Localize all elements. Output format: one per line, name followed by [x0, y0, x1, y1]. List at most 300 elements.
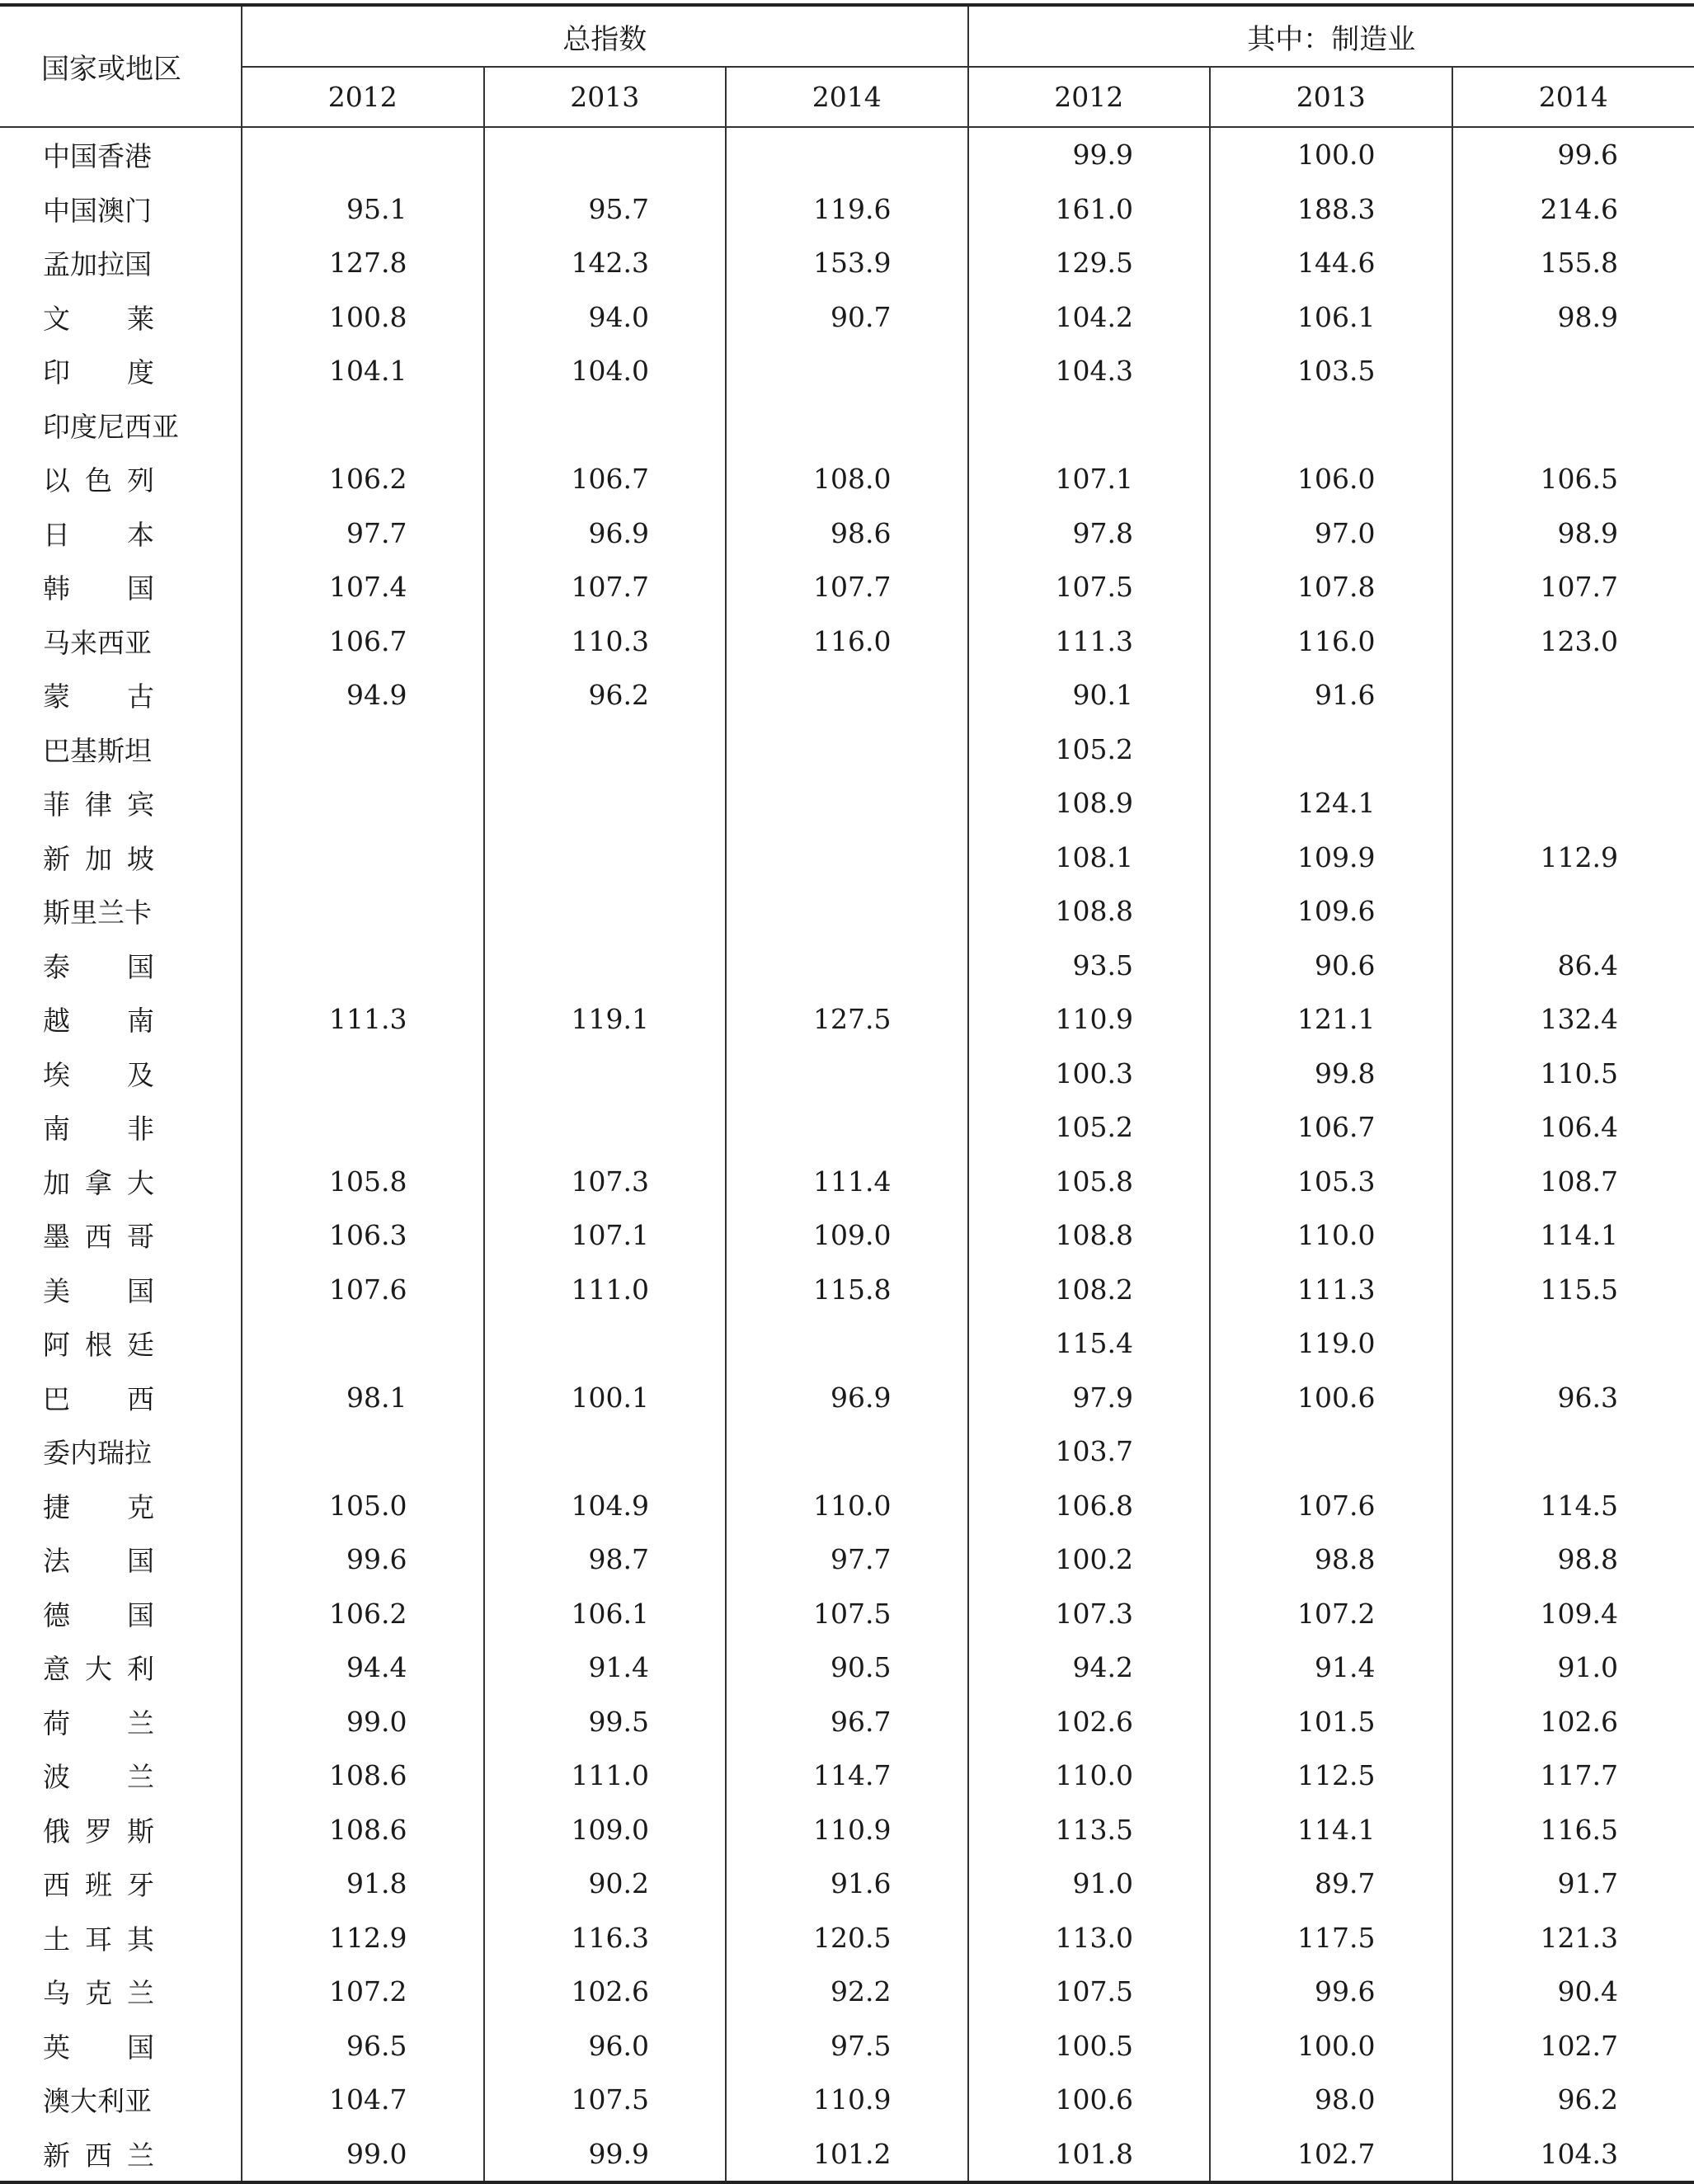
value-cell: 132.4	[1452, 992, 1694, 1047]
region-name-cell	[0, 1100, 242, 1155]
region-name-cell	[0, 182, 242, 237]
table-row	[0, 1155, 1694, 1209]
region-name: 土耳其	[43, 1923, 154, 1956]
value-cell: 90.4	[1452, 1965, 1694, 2019]
table-row	[0, 452, 1694, 506]
value-cell: 102.7	[1452, 2019, 1694, 2073]
value-cell	[726, 1316, 968, 1371]
value-cell: 107.7	[484, 560, 727, 614]
header-year: 2014	[1452, 67, 1694, 127]
region-name: 中国澳门	[43, 194, 152, 227]
table-row	[0, 1587, 1694, 1641]
value-cell: 99.6	[346, 1543, 407, 1576]
value-cell: 98.1	[346, 1381, 407, 1414]
region-name-cell	[0, 2127, 242, 2183]
table-row	[0, 723, 1694, 777]
table-row	[0, 1965, 1694, 2019]
value-cell: 105.2	[968, 723, 1211, 777]
value-cell: 115.5	[1452, 1263, 1694, 1317]
value-cell: 104.2	[968, 290, 1211, 345]
value-cell: 119.1	[484, 992, 727, 1047]
value-cell: 116.0	[1210, 614, 1452, 669]
value-cell: 97.7	[346, 516, 407, 549]
value-cell: 101.8	[968, 2127, 1211, 2183]
value-cell	[484, 831, 727, 885]
value-cell: 90.5	[726, 1640, 968, 1695]
value-cell	[726, 939, 968, 993]
table-row	[0, 506, 1694, 561]
region-name: 埃及	[43, 1058, 154, 1091]
value-cell: 107.3	[968, 1587, 1211, 1641]
value-cell: 106.7	[1210, 1100, 1452, 1155]
region-name-cell	[0, 236, 242, 290]
region-name: 墨西哥	[43, 1221, 154, 1254]
region-name: 委内瑞拉	[43, 1437, 152, 1470]
value-cell: 96.9	[484, 506, 727, 561]
value-cell: 90.6	[1210, 939, 1452, 993]
region-name-cell	[0, 127, 242, 182]
value-cell	[242, 1047, 484, 1101]
value-cell	[242, 939, 484, 993]
value-cell: 97.7	[726, 1532, 968, 1587]
value-cell	[726, 398, 968, 453]
table-row	[0, 1857, 1694, 1911]
value-cell: 116.5	[1452, 1803, 1694, 1857]
value-cell: 104.7	[329, 2083, 407, 2116]
table-row	[0, 127, 1694, 182]
table-row	[0, 614, 1694, 669]
value-cell: 121.1	[1210, 992, 1452, 1047]
value-cell: 99.0	[346, 1705, 407, 1738]
table-row	[0, 831, 1694, 885]
value-cell: 100.5	[968, 2019, 1211, 2073]
value-cell: 106.3	[329, 1219, 407, 1252]
value-cell: 101.5	[1210, 1695, 1452, 1749]
value-cell	[1452, 1424, 1694, 1479]
value-cell	[726, 1047, 968, 1101]
value-cell	[726, 1424, 968, 1479]
value-cell	[1452, 1316, 1694, 1371]
value-cell: 114.7	[726, 1749, 968, 1803]
region-name: 马来西亚	[43, 626, 152, 659]
value-cell	[484, 1316, 727, 1371]
value-cell	[1452, 723, 1694, 777]
region-name: 越南	[43, 1005, 154, 1038]
value-cell	[242, 1100, 484, 1155]
value-cell: 155.8	[1452, 236, 1694, 290]
value-cell: 98.8	[1452, 1532, 1694, 1587]
table-row	[0, 1100, 1694, 1155]
region-name-cell	[0, 1857, 242, 1911]
value-cell: 100.2	[968, 1532, 1211, 1587]
value-cell: 106.0	[1210, 452, 1452, 506]
region-name-cell	[0, 506, 242, 561]
value-cell: 109.0	[726, 1208, 968, 1263]
value-cell	[484, 398, 727, 453]
region-name: 法国	[43, 1545, 154, 1578]
value-cell: 108.6	[329, 1759, 407, 1792]
value-cell	[484, 884, 727, 939]
value-cell: 110.9	[968, 992, 1211, 1047]
value-cell: 107.6	[1210, 1479, 1452, 1533]
value-cell	[726, 127, 968, 182]
region-name: 捷克	[43, 1490, 154, 1523]
value-cell: 105.8	[968, 1155, 1211, 1209]
value-cell: 111.0	[484, 1749, 727, 1803]
value-cell: 100.6	[1210, 1371, 1452, 1425]
value-cell: 86.4	[1452, 939, 1694, 993]
region-name: 以色列	[43, 464, 154, 497]
value-cell: 106.4	[1452, 1100, 1694, 1155]
table-row	[0, 1640, 1694, 1695]
industrial-index-table	[0, 3, 1694, 2184]
value-cell	[484, 939, 727, 993]
value-cell: 102.6	[968, 1695, 1211, 1749]
value-cell: 107.7	[726, 560, 968, 614]
region-name-cell	[0, 1695, 242, 1749]
value-cell: 112.5	[1210, 1749, 1452, 1803]
region-name: 荷兰	[43, 1706, 154, 1739]
region-name-cell	[0, 1587, 242, 1641]
value-cell: 116.3	[484, 1911, 727, 1965]
table-row	[0, 1803, 1694, 1857]
value-cell	[242, 831, 484, 885]
region-name-cell	[0, 2073, 242, 2127]
region-name-cell	[0, 452, 242, 506]
region-name: 蒙古	[43, 680, 154, 713]
value-cell	[484, 127, 727, 182]
value-cell: 103.7	[968, 1424, 1211, 1479]
table-row	[0, 1047, 1694, 1101]
value-cell: 105.3	[1210, 1155, 1452, 1209]
value-cell: 106.7	[484, 452, 727, 506]
value-cell: 116.0	[726, 614, 968, 669]
value-cell: 115.4	[968, 1316, 1211, 1371]
value-cell	[1452, 776, 1694, 831]
region-name-cell	[0, 398, 242, 453]
value-cell: 119.0	[1210, 1316, 1452, 1371]
region-name-cell	[0, 1749, 242, 1803]
region-name: 德国	[43, 1598, 154, 1631]
value-cell: 161.0	[968, 182, 1211, 237]
value-cell: 109.4	[1452, 1587, 1694, 1641]
value-cell: 89.7	[1210, 1857, 1452, 1911]
value-cell: 96.3	[1452, 1371, 1694, 1425]
value-cell: 94.4	[346, 1651, 407, 1684]
value-cell: 110.0	[1210, 1208, 1452, 1263]
region-name-cell	[0, 1263, 242, 1317]
value-cell	[242, 1424, 484, 1479]
header-year: 2012	[968, 67, 1211, 127]
value-cell: 109.0	[484, 1803, 727, 1857]
value-cell	[242, 1316, 484, 1371]
value-cell	[968, 398, 1211, 453]
value-cell: 112.9	[1452, 831, 1694, 885]
value-cell: 98.9	[1452, 290, 1694, 345]
value-cell	[726, 344, 968, 398]
value-cell: 96.0	[484, 2019, 727, 2073]
value-cell	[1452, 668, 1694, 723]
value-cell: 111.3	[329, 1003, 407, 1036]
value-cell: 107.2	[1210, 1587, 1452, 1641]
value-cell: 91.6	[726, 1857, 968, 1911]
value-cell: 97.8	[968, 506, 1211, 561]
value-cell: 214.6	[1452, 182, 1694, 237]
value-cell: 142.3	[484, 236, 727, 290]
value-cell: 109.9	[1210, 831, 1452, 885]
value-cell: 91.7	[1452, 1857, 1694, 1911]
value-cell: 107.8	[1210, 560, 1452, 614]
value-cell	[726, 723, 968, 777]
table-row	[0, 344, 1694, 398]
value-cell: 99.9	[484, 2127, 727, 2183]
region-name: 印度尼西亚	[43, 410, 179, 443]
value-cell: 94.0	[484, 290, 727, 345]
value-cell	[726, 668, 968, 723]
table-row	[0, 1263, 1694, 1317]
header-year: 2013	[484, 67, 727, 127]
value-cell: 108.1	[968, 831, 1211, 885]
value-cell	[1452, 884, 1694, 939]
value-cell: 100.6	[968, 2073, 1211, 2127]
value-cell: 110.3	[484, 614, 727, 669]
region-name-cell	[0, 1208, 242, 1263]
region-name-cell	[0, 1803, 242, 1857]
value-cell: 99.8	[1210, 1047, 1452, 1101]
value-cell: 91.0	[1452, 1640, 1694, 1695]
value-cell: 112.9	[329, 1921, 407, 1954]
value-cell: 110.0	[726, 1479, 968, 1533]
value-cell: 108.8	[968, 884, 1211, 939]
region-name-cell	[0, 831, 242, 885]
value-cell: 92.2	[726, 1965, 968, 2019]
value-cell: 94.2	[968, 1640, 1211, 1695]
region-name-cell	[0, 1965, 242, 2019]
region-name: 乌克兰	[43, 1977, 154, 2010]
value-cell: 91.6	[1210, 668, 1452, 723]
region-name-cell	[0, 1424, 242, 1479]
table-row	[0, 1424, 1694, 1479]
value-cell: 108.9	[968, 776, 1211, 831]
region-name-cell	[0, 776, 242, 831]
value-cell	[1452, 344, 1694, 398]
value-cell: 99.9	[968, 127, 1211, 182]
value-cell: 106.2	[329, 1597, 407, 1630]
value-cell	[242, 776, 484, 831]
region-name: 加拿大	[43, 1166, 154, 1199]
table-row	[0, 1911, 1694, 1965]
value-cell: 97.5	[726, 2019, 968, 2073]
value-cell: 104.0	[484, 344, 727, 398]
value-cell: 115.8	[726, 1263, 968, 1317]
region-name: 印度	[43, 356, 154, 389]
value-cell: 114.1	[1452, 1208, 1694, 1263]
region-name: 文莱	[43, 302, 154, 335]
value-cell	[1210, 398, 1452, 453]
table-row	[0, 290, 1694, 345]
region-name: 阿根廷	[43, 1329, 154, 1362]
table-header	[0, 5, 1694, 127]
value-cell: 106.1	[484, 1587, 727, 1641]
value-cell: 114.1	[1210, 1803, 1452, 1857]
region-name-cell	[0, 992, 242, 1047]
value-cell	[1452, 398, 1694, 453]
header-group-manufacturing: 其中：制造业	[968, 5, 1694, 67]
region-name-cell	[0, 1640, 242, 1695]
value-cell: 100.8	[329, 300, 407, 333]
value-cell: 117.5	[1210, 1911, 1452, 1965]
region-name: 澳大利亚	[43, 2085, 152, 2118]
value-cell: 98.0	[1210, 2073, 1452, 2127]
value-cell: 107.2	[329, 1975, 407, 2008]
value-cell	[1210, 723, 1452, 777]
value-cell: 91.4	[1210, 1640, 1452, 1695]
value-cell: 111.3	[1210, 1263, 1452, 1317]
region-name: 俄罗斯	[43, 1815, 154, 1847]
value-cell	[726, 831, 968, 885]
value-cell	[1210, 1424, 1452, 1479]
table-row	[0, 1749, 1694, 1803]
value-cell	[726, 776, 968, 831]
region-name: 中国香港	[43, 140, 152, 173]
value-cell: 91.0	[968, 1857, 1211, 1911]
value-cell: 100.0	[1210, 2019, 1452, 2073]
value-cell: 111.4	[726, 1155, 968, 1209]
value-cell: 100.1	[484, 1371, 727, 1425]
value-cell: 109.6	[1210, 884, 1452, 939]
table-body	[0, 127, 1694, 2182]
value-cell: 99.5	[484, 1695, 727, 1749]
header-year: 2013	[1210, 67, 1452, 127]
value-cell: 110.9	[726, 1803, 968, 1857]
region-name-cell	[0, 2019, 242, 2073]
value-cell: 99.6	[1452, 127, 1694, 182]
value-cell: 113.5	[968, 1803, 1211, 1857]
value-cell: 96.2	[1452, 2073, 1694, 2127]
value-cell: 107.7	[1452, 560, 1694, 614]
value-cell: 106.5	[1452, 452, 1694, 506]
table-row	[0, 1532, 1694, 1587]
table-row	[0, 884, 1694, 939]
region-name: 孟加拉国	[43, 248, 152, 281]
region-name-cell	[0, 668, 242, 723]
value-cell: 102.7	[1210, 2127, 1452, 2183]
value-cell: 114.5	[1452, 1479, 1694, 1533]
region-name: 新加坡	[43, 842, 154, 875]
value-cell: 107.3	[484, 1155, 727, 1209]
table-row	[0, 1316, 1694, 1371]
value-cell: 107.1	[968, 452, 1211, 506]
region-name: 西班牙	[43, 1869, 154, 1902]
region-name-cell	[0, 939, 242, 993]
value-cell: 107.4	[329, 571, 407, 604]
region-name: 日本	[43, 518, 154, 551]
header-group-total: 总指数	[242, 5, 968, 67]
table-row	[0, 776, 1694, 831]
region-name-cell	[0, 1316, 242, 1371]
value-cell	[242, 723, 484, 777]
value-cell: 100.3	[968, 1047, 1211, 1101]
value-cell: 97.9	[968, 1371, 1211, 1425]
region-name: 菲律宾	[43, 788, 154, 821]
value-cell: 103.5	[1210, 344, 1452, 398]
value-cell: 96.7	[726, 1695, 968, 1749]
value-cell: 129.5	[968, 236, 1211, 290]
table-row	[0, 1479, 1694, 1533]
value-cell: 91.8	[346, 1867, 407, 1900]
value-cell: 102.6	[484, 1965, 727, 2019]
value-cell	[484, 723, 727, 777]
value-cell: 105.0	[329, 1489, 407, 1522]
value-cell: 106.7	[329, 624, 407, 657]
value-cell: 106.8	[968, 1479, 1211, 1533]
region-name-cell	[0, 1047, 242, 1101]
value-cell: 107.1	[484, 1208, 727, 1263]
value-cell	[726, 884, 968, 939]
table-row	[0, 2073, 1694, 2127]
region-name: 波兰	[43, 1761, 154, 1794]
region-name-cell	[0, 1371, 242, 1425]
value-cell: 127.8	[329, 247, 407, 280]
value-cell	[484, 1424, 727, 1479]
value-cell: 127.5	[726, 992, 968, 1047]
value-cell: 123.0	[1452, 614, 1694, 669]
header-year: 2014	[726, 67, 968, 127]
value-cell: 98.9	[1452, 506, 1694, 561]
region-name-cell	[0, 1155, 242, 1209]
value-cell: 106.2	[329, 463, 407, 496]
region-name: 意大利	[43, 1653, 154, 1686]
value-cell	[484, 1100, 727, 1155]
value-cell: 144.6	[1210, 236, 1452, 290]
value-cell: 110.0	[968, 1749, 1211, 1803]
value-cell: 102.6	[1452, 1695, 1694, 1749]
region-name: 南非	[43, 1113, 154, 1146]
value-cell: 96.2	[484, 668, 727, 723]
value-cell: 105.8	[329, 1165, 407, 1198]
value-cell: 91.4	[484, 1640, 727, 1695]
table-row	[0, 2019, 1694, 2073]
value-cell: 97.0	[1210, 506, 1452, 561]
region-name: 泰国	[43, 950, 154, 983]
header-year: 2012	[242, 67, 484, 127]
value-cell: 120.5	[726, 1911, 968, 1965]
table-row	[0, 1371, 1694, 1425]
value-cell: 111.3	[968, 614, 1211, 669]
region-name: 斯里兰卡	[43, 897, 152, 930]
table-row	[0, 398, 1694, 453]
value-cell: 107.5	[968, 560, 1211, 614]
region-name-cell	[0, 884, 242, 939]
value-cell: 107.5	[968, 1965, 1211, 2019]
value-cell: 90.7	[726, 290, 968, 345]
value-cell: 99.6	[1210, 1965, 1452, 2019]
table-row	[0, 236, 1694, 290]
table-row	[0, 182, 1694, 237]
value-cell: 104.3	[968, 344, 1211, 398]
region-name: 美国	[43, 1274, 154, 1307]
value-cell: 108.0	[726, 452, 968, 506]
value-cell: 105.2	[968, 1100, 1211, 1155]
value-cell: 98.6	[726, 506, 968, 561]
value-cell: 94.9	[346, 679, 407, 712]
value-cell	[242, 398, 484, 453]
value-cell: 104.9	[484, 1479, 727, 1533]
value-cell: 95.1	[346, 192, 407, 225]
value-cell: 106.1	[1210, 290, 1452, 345]
value-cell: 90.2	[484, 1857, 727, 1911]
value-cell: 124.1	[1210, 776, 1452, 831]
